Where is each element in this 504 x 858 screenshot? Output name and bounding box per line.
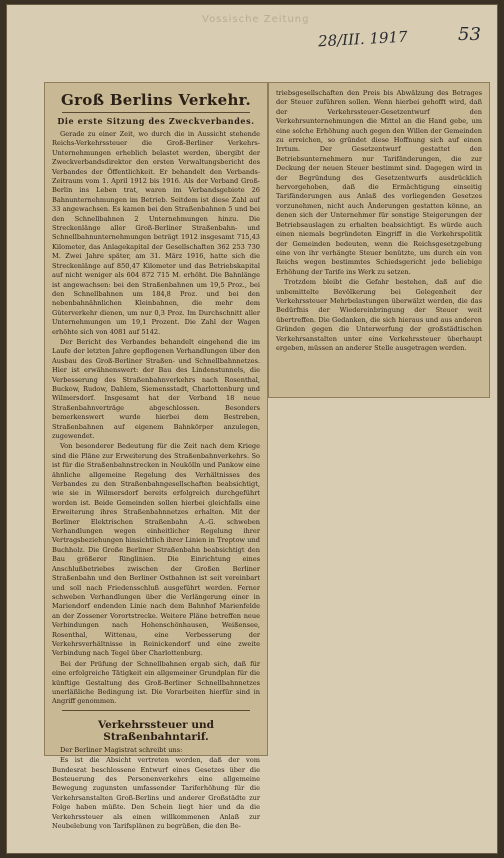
- clipping-right-column: [268, 82, 490, 398]
- article-paragraph: Gerade zu einer Zeit, wo durch die in Aussicht stehende Reichs-Verkehrssteuer die Groß-Berliner Verkehrs-Unternehmungen erheblich belastet werden, übergibt der Zweckverbandsdirektor den ersten Verwaltungsbericht des Verbandes der Öffentlichkeit. Er behandelt den Verbands-Zeitraum vom 1. April 1912 bis 1916. Als der Verband Groß-Berlin ins Leben trat, waren im Verbandsgebiete 26 Bahnunternehmungen im Betrieb. Seitdem ist diese Zahl auf 33 angewachsen. Es kamen bei den Straßenbahnen 5 und bei den Schnellbahnen 2 Unternehmungen hinzu. Die Streckenlänge aller Groß-Berliner Straßenbahn- und Schnellbahnunternehmungen beträgt 1912 insgesamt 715,43 Kilometer, das Anlagekapital der Gesellschaften 362 253 730 M. Zwei Jahre später, am 31. März 1916, hatte sich die Streckenlänge auf 850,47 Kilometer und das Betriebskapital auf nicht weniger als 604 872 715 M. erhöht. Die Bahnlänge ist angewachsen: bei den Straßenbahnen um 19,5 Proz., bei den Schnellbahnen um 184,8 Proz. und bei den nebenbahnähnlichen Kleinbahnen, die mehr dem Güterverkehr dienen, um nur 0,3 Proz. Im Durchschnitt aller Unternehmungen um 19,1 Prozent. Die Zahl der Wagen erhöhte sich von 4081 auf 5142.: [52, 130, 260, 336]
- second-article-title: Verkehrssteuer und Straßenbahntarif.: [98, 718, 214, 743]
- handwritten-page-number: 53: [458, 24, 481, 45]
- newspaper-stamp: Vossische Zeitung: [202, 14, 310, 25]
- article-headline: Groß Berlins Verkehr.: [60, 91, 252, 109]
- article-paragraph: Von besonderer Bedeutung für die Zeit nach dem Kriege sind die Pläne zur Erweiterung des Straßenbahnverkehrs. So ist für die Straßenbahnstrecken in Neukölln und Pankow eine ähnliche allgemeine Regelung des Verhältnisses des Verbandes zu den Straßenbahngesellschaften beabsichtigt, wie sie in Wilmersdorf bereits erfolgreich durchgeführt worden ist. Beide Gemeinden sollen hierbei gleichfalls eine Erweiterung ihres Straßenbahnnetzes erhalten. Mit der Berliner Elektrischen Straßenbahn A.-G. schweben Verhandlungen wegen einheitlicher Regelung ihrer Vertragsbeziehungen hinsichtlich ihrer Linien in Treptow und Buchholz. Die Große Berliner Straßenbahn beabsichtigt den Bau größerer Ringlinien. Die Einrichtung eines Anschlußbetriebes zwischen der Großen Berliner Straßenbahn und den Berliner Ostbahnen ist seit vereinbart und soll nach Friedensschluß ausgeführt werden. Ferner schweben Verhandlungen über die Verlängerung einer in Mariendorf endenden Linie nach dem Bahnhof Marienfelde an der Zossener Vorortstrecke. Weitere Pläne betreffen neue Verbindungen nach Hohenschönhausen, Weißensee, Rosenthal, Wittenau, eine Verbesserung der Verkehrsverhältnisse in Reinickendorf und eine zweite Verbindung nach Tegel über Charlottenburg.: [52, 442, 260, 658]
- continuation-paragraph: Trotzdem bleibt die Gefahr bestehen, daß auf die unbemittelte Bevölkerung bei Gelegenheit der Verkehrssteuer Mehrbelastungen überwälzt werden, die das Bedürfnis der Wiedereinbringung der Steuer weit übertreffen. Die Gedanken, die sich hieraus und aus anderen Gründen gegen die Unterwerfung der großstädtischen Verkehrsanstalten unter eine Verkehrssteuer überhaupt ergeben, müssen an anderer Stelle ausgetragen werden.: [276, 278, 482, 352]
- handwritten-date: 28/III. 1917: [317, 27, 409, 51]
- second-article-paragraph: Der Berliner Magistrat schreibt uns:: [60, 745, 183, 754]
- second-article-paragraph: Es ist die Absicht vertreten worden, daß der vom Bundesrat beschlossene Entwurf eines Gesetzes über die Besteuerung des Personenverkehrs eine allgemeine Bewegung zugunsten umfassender Tariferhöhung für die Verkehrsanstalten Groß-Berlins und anderer Großstädte zur Folge haben müßte. Den Schein liegt hier und da die Verkehrssteuer als einen willkommenen Anlaß zur Neubelebung von Tarifsplänen zu begrüßen, die den Be-: [52, 756, 260, 831]
- clipping-left-column: [44, 82, 268, 831]
- archive-sheet: [6, 4, 498, 854]
- section-rule: [62, 710, 250, 711]
- headline-rule: [62, 112, 250, 113]
- continuation-paragraph: triebsgesellschaften den Preis bis Abwälzung des Betrages der Steuer zuführen sollen. Wenn hierbei gehofft wird, daß der Verkehrssteuer-Gesetzentwurf den Verkehrsunternehmungen die Mittel an die Hand gebe, um eine solche Erhöhung auch gegen den Willen der Gemeinden zu erreichen, so gründet diese Hoffnung sich auf einen Irrtum. Der Gesetzentwurf gestattet den Betriebsunternehmern nur Tarifänderungen, die zur Deckung der neuen Steuer bestimmt sind. Dagegen wird in der Begründung des Gesetzentwurfs ausdrücklich hervorgehoben, daß die Ermächtigung einseitig Tarifänderungen aus Anlaß des vorliegenden Gesetzes vorzunehmen, nicht auch Änderungen gestatten könne, an denen sich der Unternehmer für sonstige Steigerungen der Betriebsauslagen zu erhalten beabsichtigt. Es würde auch einen niemals begründeten Eingriff in die Verkehrspolitik der Gemeinden bedeuten, wenn die Reichsgesetzgebung eine von ihr verhängte Steuer benützte, um durch ein von Reichs wegen bestimmtes Schiedsgericht jede beliebige Erhöhung der Tarife ins Werk zu setzen.: [276, 89, 482, 276]
- article-subhead: Die erste Sitzung des Zweckverbandes.: [57, 116, 255, 126]
- article-paragraph: Der Bericht des Verbandes behandelt eingehend die im Laufe der letzten Jahre gepflogenen Verhandlungen über den Ausbau des Groß-Berliner Straßen- und Schnellbahnnetzes. Hier ist erwähnenswert: der Bau des Lindenstunnels, die Verbesserung des Straßenbahnverkehrs nach Rosenthal, Buckow, Rudow, Dahlem, Siemensstadt, Charlottenburg und Wilmersdorf. Insgesamt hat der Verband 18 neue Straßenbahnverträge abgeschlossen. Besonders bemerkenswert wurde hierbei dem Bestreben, Straßenbahnen auf eigenem Bahnkörper anzulegen, zugewendet.: [52, 337, 260, 440]
- article-paragraph: Bei der Prüfung der Schnellbahnen ergab sich, daß für eine erfolgreiche Tätigkeit ein allgemeiner Grundplan für die künftige Gestaltung des Groß-Berliner Schnellbahnnetzes unerläßliche Bedingung ist. Die Vorarbeiten hierfür sind in Angriff genommen.: [52, 659, 260, 706]
